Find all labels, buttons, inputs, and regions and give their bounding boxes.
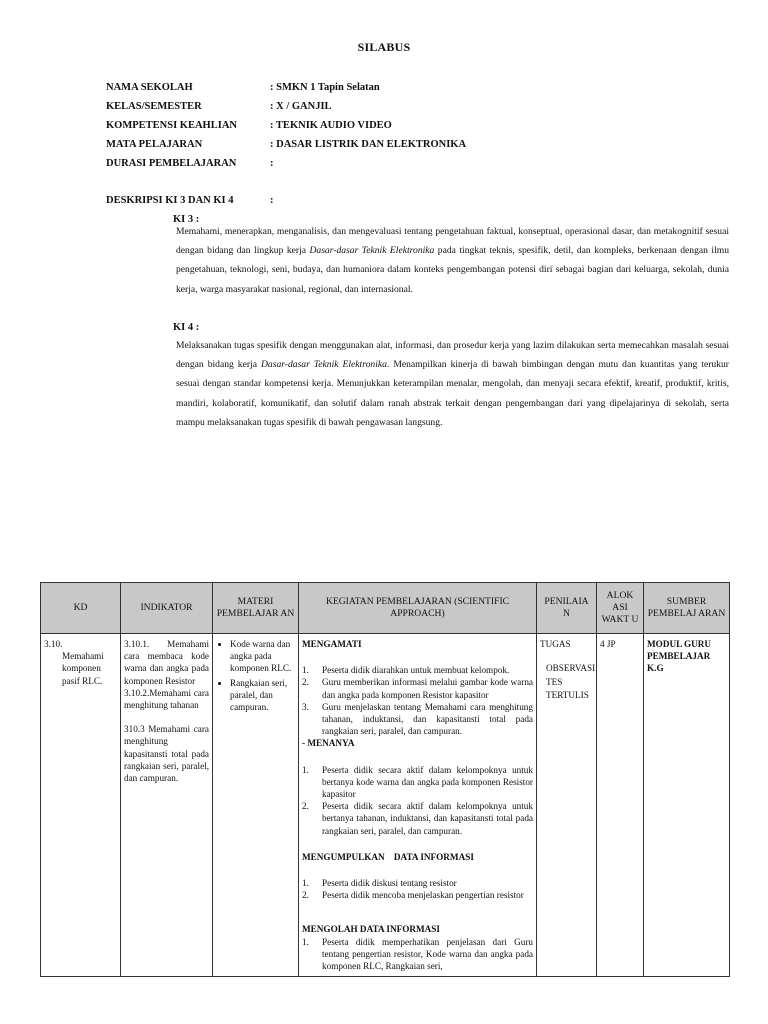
cell-sumber: MODUL GURU PEMBELAJAR K.G — [644, 634, 730, 977]
list-item: 2. Peserta didik mencoba menjelaskan pengertian resistor — [302, 890, 524, 901]
header-kegiatan: KEGIATAN PEMBELAJARAN (SCIENTIFIC APPROACH) — [299, 583, 537, 634]
description-heading-text: DESKRIPSI KI 3 DAN KI 4 — [106, 195, 234, 206]
assessment-item: OBSERVASI — [546, 663, 596, 674]
table-row — [41, 634, 730, 977]
materi-item: • Rangkaian seri, paralel, dan campuran. — [230, 677, 295, 714]
ki3-paragraph — [176, 222, 729, 299]
syllabus-table — [40, 582, 730, 977]
header-indikator: INDIKATOR — [121, 583, 213, 634]
section-menanya-title: - MENANYA — [302, 738, 355, 749]
materi-item: • Kode warna dan angka pada komponen RLC. — [230, 638, 295, 675]
ki3-label: KI 3 : — [173, 214, 200, 225]
document-title: SILABUS — [357, 40, 411, 54]
cell-penilaian — [537, 634, 597, 977]
info-value: : — [270, 158, 274, 169]
assessment-item: TES TERTULIS — [546, 677, 589, 700]
cell-kegiatan — [299, 634, 537, 977]
ki4-text: Melaksanakan tugas spesifik dengan menggunakan alat, informasi, dan prosedur kerja yang lazim dilakukan serta memecahkan masalah sesuai dengan bidang kerja — [176, 340, 729, 371]
kd-text: Memahami komponen pasif RLC. — [62, 651, 104, 686]
list-item: 2. Guru memberikan informasi melalui gambar kode warna dan angka pada komponen Resistor kapasitor — [302, 677, 533, 700]
info-label: DURASI PEMBELAJARAN — [106, 158, 237, 169]
info-label: KOMPETENSI KEAHLIAN — [106, 120, 237, 131]
table-header-row — [41, 583, 730, 634]
list-item: 1. Peserta didik diarahkan untuk membuat kelompok. — [302, 665, 510, 676]
ki4-label: KI 4 : — [173, 322, 200, 333]
ki4-emphasis: Dasar-dasar Teknik Elektronika — [260, 359, 387, 371]
materi-list — [216, 638, 295, 713]
list-item: 2. Peserta didik secara aktif dalam kelompoknya untuk bertanya tahanan, induktansi, dan kapasitansti total pada rangkaian seri, paralel, dan campuran. — [302, 801, 533, 836]
section-mengumpulkan-title: MENGUMPULKAN DATA INFORMASI — [302, 851, 474, 862]
info-value: : X / GANJIL — [270, 101, 332, 112]
ki4-text-cont: . Menampilkan kinerja di bawah bimbingan dengan mutu dan kuantitas yang terukur sesuai dengan standar kompetensi kerja. Menunjukkan keterampilan menalar, mengolah, dan menyaji secara efektif, kreatif, produktif, kritis, mandiri, kolaboratif, komunikatif, dan solutif dalam ranah abstrak terkait dengan pengembangan dari yang dipelajarinya di sekolah, serta mampu melaksanakan tugas spesifik di bawah pengawasan langsung. — [176, 359, 729, 428]
list-item: 1. Peserta didik secara aktif dalam kelompoknya untuk bertanya kode warna dan angka pada komponen Resistor kapasitor — [302, 764, 533, 800]
ki3-emphasis: Dasar-dasar Teknik Elektronika — [309, 245, 435, 257]
description-colon: : — [270, 195, 274, 206]
assessment-item: TUGAS — [540, 639, 571, 649]
kd-number: 3.10. — [44, 639, 63, 649]
list-item: 1. Peserta didik memperhatikan penjelasan dari Guru tentang pengertian resistor, Kode warna dan angka pada komponen RLC, Rangkaian seri, — [302, 936, 533, 972]
info-label: NAMA SEKOLAH — [106, 82, 193, 93]
indicator-item: 310.3 Memahami cara menghitung kapasitansti total pada rangkaian seri, paralel, dan campuran. — [124, 724, 209, 784]
ki3-text: Memahami, menerapkan, menganalisis, dan mengevaluasi tentang pengetahuan faktual, konseptual, operasional dasar, dan metakognitif sesuai dengan bidang dan lingkup kerja — [176, 226, 729, 257]
indicator-item: 3.10.2.Memahami cara menghitung tahanan — [124, 687, 209, 711]
header-kd: KD — [41, 583, 121, 634]
header-alokasi: ALOK ASI WAKT U — [597, 583, 644, 634]
description-heading — [106, 195, 274, 206]
ki3-text-cont: pada tingkat teknis, spesifik, detil, dan kompleks, berkenaan dengan ilmu pengetahuan, teknologi, seni, budaya, dan humaniora dalam konteks pengembangan potensi diri sebagai bagian dari keluarga, sekolah, dunia kerja, warga masyarakat nasional, regional, dan internasional. — [176, 245, 729, 295]
info-label: KELAS/SEMESTER — [106, 101, 202, 112]
list-item: 3. Guru menjelaskan tentang Memahami cara menghitung tahanan, induktansi, dan kapasitansti total pada rangkaian seri, paralel, dan campuran. — [302, 701, 533, 737]
info-value: : DASAR LISTRIK DAN ELEKTRONIKA — [270, 139, 467, 150]
cell-materi — [213, 634, 299, 977]
header-materi: MATERI PEMBELAJAR AN — [213, 583, 299, 634]
info-value: : TEKNIK AUDIO VIDEO — [270, 120, 392, 131]
section-mengamati-title: MENGAMATI — [302, 639, 362, 649]
header-penilaian: PENILAIA N — [537, 583, 597, 634]
indicator-item: 3.10.1. Memahami cara membaca kode warna dan angka pada komponen Resistor — [124, 639, 209, 686]
list-item: 1. Peserta didik diskusi tentang resistor — [302, 878, 457, 889]
cell-kd — [41, 634, 121, 977]
info-value: : SMKN 1 Tapin Selatan — [270, 82, 380, 93]
info-label: MATA PELAJARAN — [106, 139, 203, 150]
section-mengolah-title: MENGOLAH DATA INFORMASI — [302, 924, 440, 935]
ki4-paragraph — [176, 336, 729, 432]
cell-indikator — [121, 634, 213, 977]
header-sumber: SUMBER PEMBELAJ ARAN — [644, 583, 730, 634]
cell-alokasi: 4 JP — [597, 634, 644, 977]
